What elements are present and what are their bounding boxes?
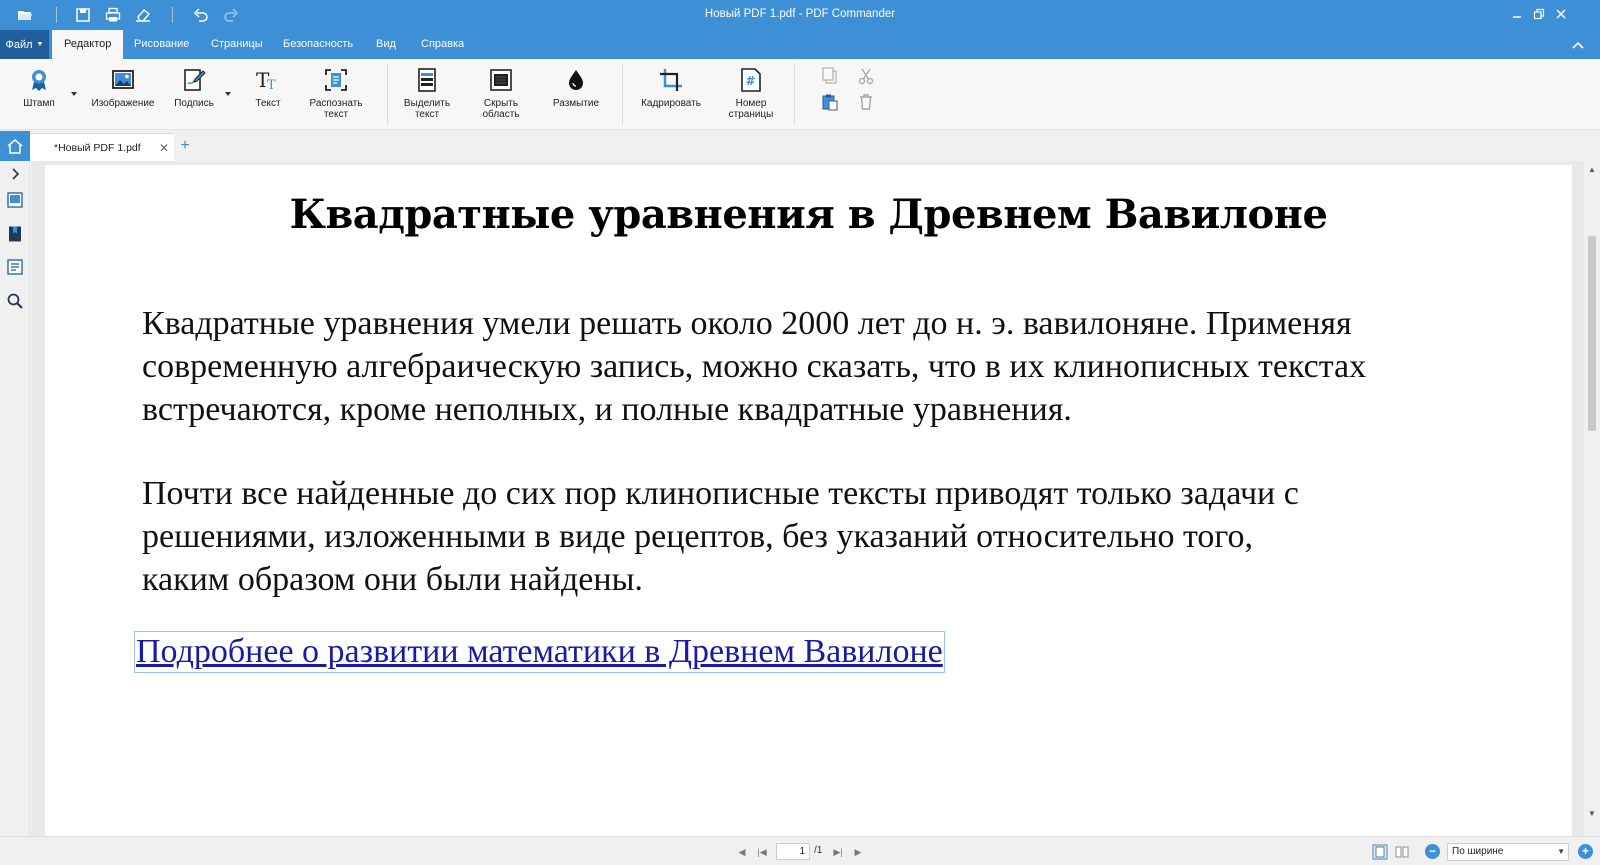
pdf-page[interactable] (45, 165, 1572, 836)
status-bar (0, 836, 1600, 865)
file-menu-label: Файл (5, 38, 33, 51)
stamp-dropdown-icon[interactable] (70, 89, 78, 97)
highlight-text-icon (412, 65, 442, 95)
paragraph-1: Квадратные уравнения умели решать около 2000 лет до н. э. вавилоняне. Применяя современную алгебраическую запись, можно сказать, что в их клинописных текстах встречаются, кроме неполных, и полные квадратные уравнения. (142, 305, 1367, 428)
crop-icon (656, 65, 686, 95)
zoom-select[interactable] (1447, 843, 1569, 861)
zoom-mode-label: По ширине (1452, 846, 1504, 857)
signature-dropdown-icon[interactable] (224, 89, 232, 97)
blur-button[interactable] (549, 63, 603, 125)
hide-area-icon (486, 65, 516, 95)
ocr-scan-icon (321, 65, 351, 95)
blur-drop-icon (561, 65, 591, 95)
single-page-view-icon[interactable] (1372, 844, 1388, 860)
hide-area-button[interactable] (474, 63, 528, 125)
bookmarks-icon[interactable] (5, 224, 25, 244)
crop-button[interactable] (636, 63, 706, 125)
window-title: Новый PDF 1.pdf - PDF Commander (704, 8, 896, 20)
signature-label: Подпись (174, 98, 214, 109)
thumbnails-icon[interactable] (5, 190, 25, 210)
image-label: Изображение (91, 98, 155, 109)
chevron-down-icon: ▼ (1557, 847, 1565, 856)
page-number-label: Номер страницы (728, 98, 774, 120)
page-number-icon (736, 65, 766, 95)
prev-page-icon[interactable]: ◀ (738, 847, 746, 857)
crop-label: Кадрировать (641, 98, 701, 109)
ribbon-tabs (0, 30, 1600, 59)
paragraph-2: Почти все найденные до сих пор клинописные тексты приводят только задачи с решениями, изложенными в виде рецептов, без указаний относительно того, каким образом они были найдены. (142, 475, 1299, 598)
next-page-icon[interactable]: ▶ (854, 847, 862, 857)
restore-icon[interactable] (1531, 6, 1547, 22)
document-tab[interactable] (30, 133, 174, 161)
tab-security[interactable]: Безопасность (283, 38, 354, 50)
svg-text:T: T (267, 78, 276, 93)
tab-help[interactable]: Справка (421, 38, 465, 50)
scroll-down-icon[interactable]: ▼ (1588, 809, 1596, 818)
tab-drawing[interactable]: Рисование (134, 38, 190, 50)
scrollbar-thumb[interactable] (1588, 236, 1596, 431)
delete-icon[interactable] (856, 92, 876, 112)
tab-view[interactable]: Вид (376, 38, 396, 50)
title-bar (0, 0, 1600, 30)
cut-icon[interactable] (856, 66, 876, 86)
image-icon (108, 65, 138, 95)
signature-pen-icon (179, 65, 209, 95)
text-button[interactable] (250, 63, 286, 125)
new-tab-button[interactable]: + (180, 137, 190, 154)
paste-icon[interactable] (820, 92, 840, 112)
highlight-text-button[interactable] (400, 63, 454, 125)
left-sidebar (0, 131, 30, 836)
document-tab-label: *Новый PDF 1.pdf (54, 141, 141, 154)
first-page-icon[interactable]: |◀ (757, 847, 767, 857)
text-tool-icon (253, 65, 283, 95)
chevron-right-icon[interactable] (5, 164, 25, 184)
document-viewer[interactable] (31, 161, 1584, 836)
annotations-icon[interactable] (5, 257, 25, 277)
chevron-down-icon: ▼ (36, 41, 44, 48)
document-heading: Квадратные уравнения в Древнем Вавилоне (289, 191, 1328, 238)
image-button[interactable] (90, 63, 156, 125)
search-icon[interactable] (5, 291, 25, 311)
file-menu-button[interactable] (0, 30, 49, 59)
zoom-in-icon[interactable]: + (1578, 844, 1593, 859)
close-icon[interactable] (1553, 6, 1569, 22)
hide-area-label: Скрыть область (482, 98, 520, 120)
collapse-ribbon-icon[interactable] (1570, 37, 1586, 53)
highlight-text-label: Выделить текст (403, 98, 451, 120)
tab-pages[interactable]: Страницы (211, 38, 263, 50)
stamp-icon (24, 65, 54, 95)
ribbon-toolbar (0, 59, 1600, 130)
blur-label: Размытие (552, 98, 600, 109)
svg-text:#: # (745, 74, 756, 88)
last-page-icon[interactable]: ▶| (833, 847, 843, 857)
document-tabs (30, 131, 1600, 161)
stamp-button[interactable] (18, 63, 60, 125)
zoom-out-icon[interactable]: − (1425, 844, 1440, 859)
signature-button[interactable] (171, 63, 217, 125)
page-total: /1 (814, 845, 823, 856)
ocr-button[interactable] (305, 63, 367, 125)
two-page-view-icon[interactable] (1394, 844, 1410, 860)
tab-editor[interactable]: Редактор (52, 30, 123, 60)
page-number-input[interactable]: 1 (776, 843, 810, 860)
stamp-label: Штамп (23, 98, 55, 109)
document-link[interactable]: Подробнее о развитии математики в Древнем Вавилоне (134, 631, 945, 673)
scroll-up-icon[interactable]: ▲ (1588, 165, 1596, 174)
close-tab-icon[interactable]: ✕ (158, 141, 169, 155)
minimize-icon[interactable] (1509, 6, 1525, 22)
text-label: Текст (255, 98, 281, 109)
vertical-scrollbar[interactable] (1584, 161, 1600, 836)
ocr-label: Распознать текст (309, 98, 363, 120)
copy-icon[interactable] (820, 66, 840, 86)
home-icon[interactable] (0, 131, 30, 161)
svg-text:T: T (256, 68, 270, 92)
page-number-button[interactable] (722, 63, 780, 125)
